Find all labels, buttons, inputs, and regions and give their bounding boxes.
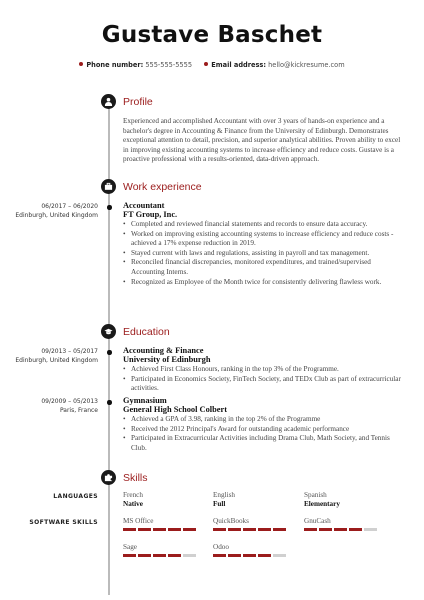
edu-timeline-dot [107,400,112,405]
rating-segment [319,528,332,531]
edu-degree: Gymnasium [123,396,167,405]
languages-label: LANGUAGES [53,493,98,500]
software-name: QuickBooks [213,517,249,525]
language-level: Native [123,500,143,509]
edu-timeline-dot [107,350,112,355]
list-item: • Participated in Extracurricular Activities including Drama Club, Math Society, and Tennis Club. [123,434,403,453]
puzzle-icon [101,470,116,485]
rating-segment [123,528,136,531]
software-name: MS Office [123,517,154,525]
email-bullet-icon [204,62,208,66]
skill-rating-bar [213,554,286,557]
software-name: Sage [123,543,137,551]
rating-segment [213,528,226,531]
rating-segment [213,554,226,557]
rating-segment [349,528,362,531]
list-item: • Participated in Economics Society, FinTech Society, and TEDx Club as part of extracurricular activities. [123,375,403,394]
email-label: Email address: [211,61,266,69]
phone-value: 555-555-5555 [145,61,193,69]
rating-segment [168,528,181,531]
skill-rating-bar [213,528,286,531]
job-date: 06/2017 – 06/2020 [41,203,98,210]
software-skills-label: SOFTWARE SKILLS [29,519,98,526]
rating-segment [334,528,347,531]
rating-segment [153,528,166,531]
profile-text: Experienced and accomplished Accountant with over 3 years of hands-on experience and a bachelor's degree in Accounting & Finance from the University of Edinburgh. Demonstrates exceptional attention to detail, precision, and superior analytical abilities. Proven ability to excel in improving existing accounting systems to increase efficiency and reduce costs. Gustave is a proactive professional with a results-oriented, data-driven approach. [123,117,401,164]
rating-segment [153,554,166,557]
contact-line [0,61,424,69]
rating-segment [228,528,241,531]
edu-date: 09/2013 – 05/2017 [41,348,98,355]
rating-segment [304,528,317,531]
email-value: hello@kickresume.com [268,61,345,69]
rating-segment [258,554,271,557]
list-item: • Achieved First Class Honours, ranking in the top 3% of the Programme. [123,365,403,375]
edu-date: 09/2009 – 05/2013 [41,398,98,405]
list-item: • Stayed current with laws and regulations, assisting in payroll and tax management. [123,249,403,259]
rating-segment [273,554,286,557]
skills-title: Skills [123,472,148,484]
job-role: Accountant [123,201,165,210]
rating-segment [183,554,196,557]
skill-rating-bar [304,528,377,531]
resume-name: Gustave Baschet [101,22,323,48]
job-location: Edinburgh, United Kingdom [15,212,98,219]
phone-bullet-icon [79,62,83,66]
education-title: Education [123,326,170,338]
work-title: Work experience [123,181,202,193]
edu-location: Paris, France [59,407,98,414]
edu-school: General High School Colbert [123,405,227,414]
graduation-cap-icon [101,324,116,339]
job-bullets [123,220,403,287]
rating-segment [243,528,256,531]
edu-school: University of Edinburgh [123,355,211,364]
rating-segment [123,554,136,557]
software-name: Odoo [213,543,229,551]
edu-bullets [123,415,403,453]
list-item: • Worked on improving existing accounting systems to increase efficiency and reduce costs - achieved a 17% expense reduction in 2019. [123,230,403,249]
rating-segment [243,554,256,557]
rating-segment [183,528,196,531]
list-item: • Completed and reviewed financial statements and records to ensure data accuracy. [123,220,403,230]
edu-degree: Accounting & Finance [123,346,204,355]
list-item: • Recognized as Employee of the Month twice for consistently delivering flawless work. [123,278,403,288]
briefcase-icon [101,179,116,194]
list-item: • Received the 2012 Principal's Award for outstanding academic performance [123,425,403,435]
rating-segment [273,528,286,531]
skill-rating-bar [123,528,196,531]
language-item [123,491,143,510]
language-name: Spanish [304,491,327,499]
rating-segment [168,554,181,557]
language-item [304,491,340,510]
software-name: GnuCash [304,517,331,525]
language-level: Full [213,500,226,509]
language-item [213,491,235,510]
edu-location: Edinburgh, United Kingdom [15,357,98,364]
language-name: English [213,491,235,499]
job-org: FT Group, Inc. [123,210,178,219]
phone-label: Phone number: [86,61,144,69]
language-level: Elementary [304,500,340,509]
skill-rating-bar [123,554,196,557]
list-item: • Reconciled financial discrepancies, monitored expenditures, and trained/supervised Accounting Interns. [123,258,403,277]
timeline-line [108,95,110,595]
job-timeline-dot [107,205,112,210]
edu-bullets [123,365,403,394]
rating-segment [138,528,151,531]
profile-title: Profile [123,96,153,108]
rating-segment [364,528,377,531]
rating-segment [138,554,151,557]
language-name: French [123,491,143,499]
rating-segment [258,528,271,531]
list-item: • Achieved a GPA of 3.98, ranking in the top 2% of the Programme [123,415,403,425]
rating-segment [228,554,241,557]
person-icon [101,94,116,109]
